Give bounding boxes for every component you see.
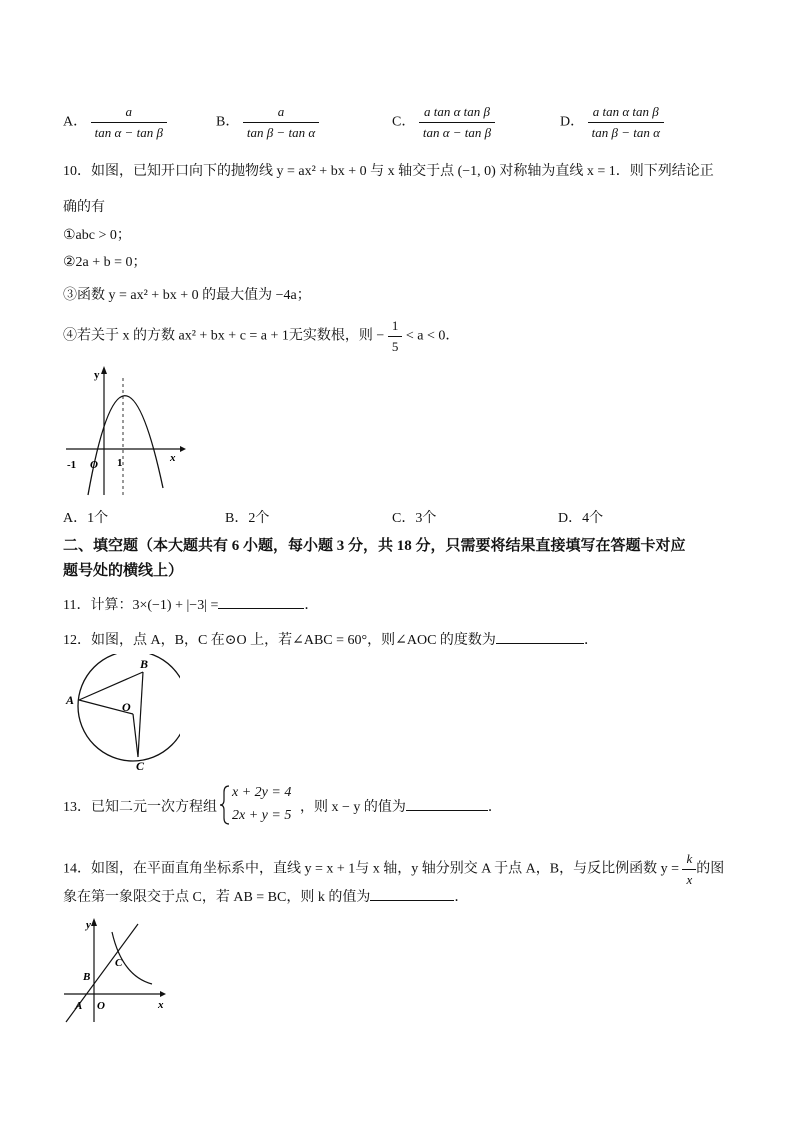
q14-line2-text: 象在第一象限交于点 C，若 AB = BC，则 k 的值为 (63, 890, 371, 905)
answer-blank[interactable] (218, 594, 304, 609)
q10-option-a: A．1个 (63, 511, 109, 526)
q10-stem-line1: 10．如图，已知开口向下的抛物线 y = ax² + bx + 0 与 x 轴交于点 (−1, 0) 对称轴为直线 x = 1．则下列结论正 (63, 164, 714, 179)
denominator: tan α − tan β (91, 122, 167, 141)
fraction (91, 104, 167, 141)
answer-blank[interactable] (406, 796, 488, 811)
brace-icon (219, 784, 231, 826)
q11-text: 11．计算：3×(−1) + |−3| = (63, 598, 219, 613)
q10-statement-2: ②2a + b = 0； (63, 255, 147, 270)
q13-equation-1: x + 2y = 4 (232, 785, 292, 800)
denominator: tan β − tan α (588, 122, 664, 141)
option-letter: D． (560, 114, 585, 130)
point-b-label: B (83, 971, 91, 983)
q9-option-c (392, 104, 495, 141)
y-axis-arrow (101, 366, 107, 374)
option-letter: C． (392, 114, 416, 130)
q11 (63, 594, 318, 614)
y-axis-arrow (91, 918, 97, 926)
point-c-label: C (136, 759, 145, 772)
denominator: tan β − tan α (243, 122, 319, 141)
origin-label: O (97, 1000, 105, 1012)
q13-equation-2: 2x + y = 5 (232, 808, 292, 823)
neg-one-label: -1 (67, 459, 77, 471)
statement-4-tail: < a < 0． (405, 328, 460, 344)
q10-statement-3: ③函数 y = ax² + bx + 0 的最大值为 −4a； (63, 288, 311, 303)
numerator: k (686, 851, 693, 866)
q14-line2 (63, 886, 468, 906)
numerator: a (125, 104, 133, 119)
numerator: a tan α tan β (423, 104, 490, 119)
q12 (63, 629, 598, 649)
x-axis-arrow (180, 446, 186, 452)
one-label: 1 (117, 457, 123, 469)
q13-tail (300, 796, 502, 816)
q9-option-a (63, 104, 167, 141)
segment-bc (138, 672, 143, 757)
q9-option-b (216, 104, 319, 141)
fraction (588, 104, 664, 141)
point-a-label: A (66, 693, 75, 707)
point-c-label: C (115, 957, 123, 969)
option-letter: B． (216, 114, 240, 130)
q11-end: ． (304, 598, 319, 613)
q9-option-d (560, 104, 664, 141)
q14-coordinate-graph (60, 914, 175, 1026)
denominator: 5 (388, 336, 403, 355)
segment-ab (79, 672, 143, 700)
q14-line1-text: 14．如图，在平面直角坐标系中，直线 y = x + 1与 x 轴，y 轴分别交 A 于点 A，B，与反比例函数 y = (63, 861, 679, 877)
numerator: 1 (391, 318, 399, 333)
q10-statement-1: ①abc > 0； (63, 228, 131, 243)
x-axis-arrow (160, 991, 166, 997)
q12-circle-figure (60, 654, 180, 772)
fraction (243, 104, 319, 141)
q13-pre: 13．已知二元一次方程组 (63, 800, 217, 815)
q13-post: ，则 x − y 的值为 (300, 800, 406, 815)
section-2-heading-line2: 题号处的横线上） (63, 563, 184, 579)
denominator: x (682, 869, 696, 888)
q10-option-d: D．4个 (558, 511, 604, 526)
numerator: a (277, 104, 285, 119)
x-axis-label: x (158, 999, 164, 1011)
y-axis-label: y (86, 919, 91, 931)
fraction (388, 318, 403, 355)
denominator: tan α − tan β (419, 122, 495, 141)
center-o-label: O (122, 700, 131, 714)
q14-line1-tail: 的图 (696, 861, 725, 877)
q10-option-c: C．3个 (392, 511, 437, 526)
q13-end: ． (487, 800, 502, 815)
q12-end: ． (583, 633, 598, 648)
answer-blank[interactable] (370, 886, 454, 901)
answer-blank[interactable] (496, 629, 584, 644)
option-letter: A． (63, 114, 88, 130)
point-b-label: B (140, 657, 149, 671)
parabola-curve (88, 396, 163, 495)
fraction (682, 851, 696, 888)
statement-4-text: ④若关于 x 的方数 ax² + bx + c = a + 1无实数根，则 − (63, 328, 385, 344)
q12-text: 12．如图，点 A，B，C 在⊙O 上，若∠ABC = 60°，则∠AOC 的度数为 (63, 633, 496, 648)
section-2-heading-line1: 二、填空题（本大题共有 6 小题，每小题 3 分，共 18 分，只需要将结果直接填写在答题卡对应 (63, 538, 686, 554)
q10-stem-line2: 确的有 (63, 200, 105, 215)
q14-line1 (63, 851, 724, 888)
numerator: a tan α tan β (592, 104, 659, 119)
q10-option-b: B．2个 (225, 511, 270, 526)
q10-statement-4 (63, 318, 459, 355)
segment-oc (133, 714, 138, 757)
y-axis-label: y (94, 369, 100, 381)
fraction (419, 104, 495, 141)
q10-parabola-graph (58, 360, 193, 500)
q14-end: ． (454, 890, 469, 905)
x-axis-label: x (170, 452, 176, 464)
point-a-label: A (75, 1000, 83, 1012)
origin-label: O (90, 459, 98, 471)
